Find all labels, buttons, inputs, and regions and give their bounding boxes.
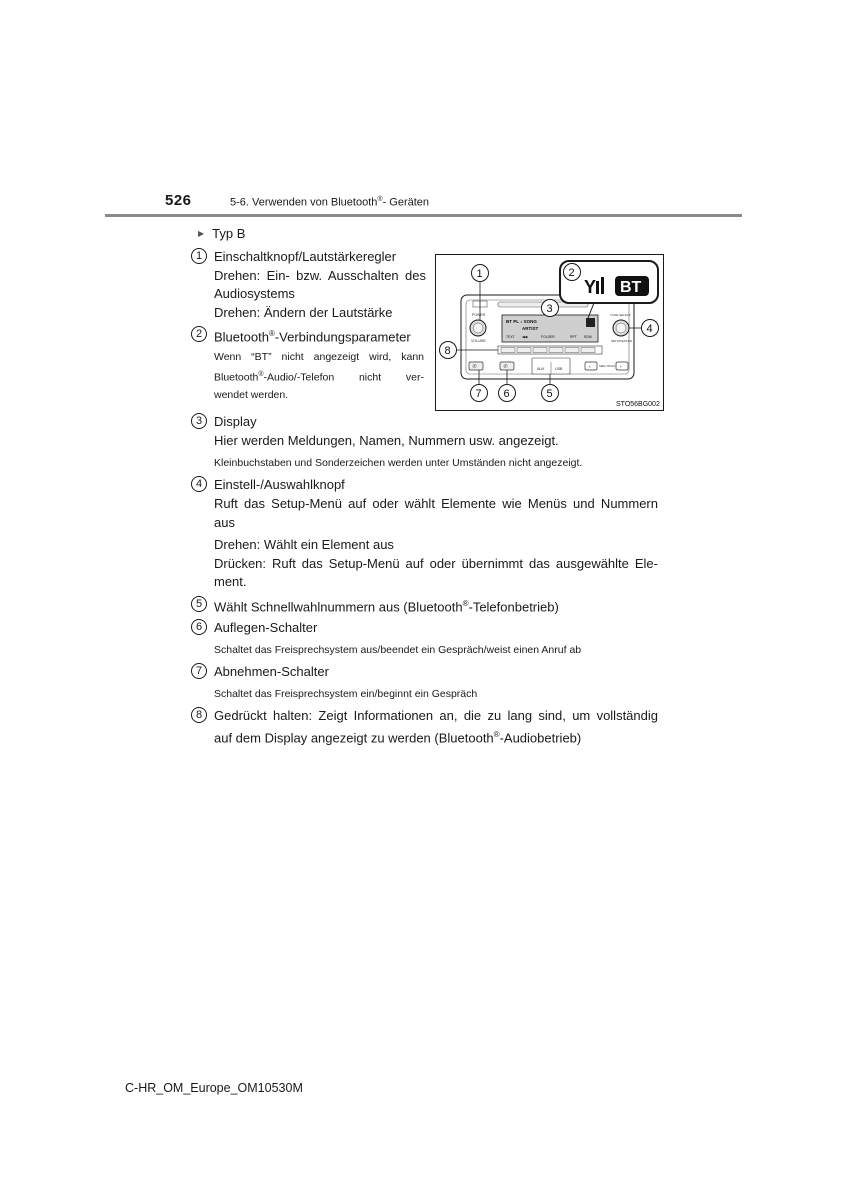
power-label: POWER bbox=[472, 313, 486, 317]
item-2-note: Wenn “BT” nicht angezeigt wird, kann Bluetooth®-Audio/-Telefon nicht ver- wendet werden. bbox=[214, 351, 424, 401]
item-number-8: 8 bbox=[191, 707, 207, 723]
preset-button bbox=[581, 348, 595, 353]
header-rule bbox=[105, 214, 742, 217]
display-button-label: RDM bbox=[584, 335, 592, 339]
bt-icon-label: BT bbox=[620, 279, 642, 296]
tune-select-label: TUNE·SELECT bbox=[610, 313, 631, 317]
item-6-title: Auflegen-Schalter bbox=[214, 620, 318, 635]
callout-7: 7 bbox=[475, 388, 482, 400]
item-number-2: 2 bbox=[191, 326, 207, 342]
display-button-label: FOLDER bbox=[541, 335, 555, 339]
type-heading: ▶ Typ B bbox=[198, 226, 246, 241]
item-number-3: 3 bbox=[191, 413, 207, 429]
item-number-4: 4 bbox=[191, 476, 207, 492]
callout-1: 1 bbox=[476, 268, 483, 280]
display-bt-indicator bbox=[586, 318, 595, 327]
item-4-title: Einstell-/Auswahlknopf bbox=[214, 477, 345, 492]
display-line-2: ARTIST bbox=[522, 326, 539, 331]
figure-code: STO56BG002 bbox=[616, 401, 660, 408]
item-2-title: Bluetooth®-Verbindungsparameter bbox=[214, 329, 411, 345]
radio-diagram bbox=[435, 254, 664, 411]
item-7-title: Abnehmen-Schalter bbox=[214, 664, 329, 679]
item-number-5: 5 bbox=[191, 596, 207, 612]
aux-label: AUX bbox=[537, 367, 545, 371]
volume-label: VOLUME bbox=[471, 339, 486, 343]
item-4-text: Ruft das Setup-Menü auf oder wählt Elemente wie Menüs und Nummern aus bbox=[214, 496, 658, 530]
svg-text:‹: ‹ bbox=[589, 364, 591, 370]
item-6-note: Schaltet das Freisprechsystem aus/beendet ein Gespräch/weist einen Anruf ab bbox=[214, 644, 582, 656]
item-3-note: Kleinbuchstaben und Sonderzeichen werden unter Umständen nicht angezeigt. bbox=[214, 457, 583, 469]
callout-4: 4 bbox=[646, 323, 653, 335]
item-1-text: Einschaltknopf/Lautstärkeregler Drehen: Ein- bzw. Ausschalten des Audiosystems Drehen: Ändern der Lautstärke bbox=[214, 249, 426, 320]
preset-button bbox=[501, 348, 515, 353]
usb-label: USB bbox=[555, 367, 563, 371]
item-number-6: 6 bbox=[191, 619, 207, 635]
setup-enter-label: SETUP/ENTER bbox=[611, 339, 633, 343]
callout-6: 6 bbox=[503, 388, 510, 400]
item-5-text: Wählt Schnellwahlnummern aus (Bluetooth®-Telefonbetrieb) bbox=[214, 599, 559, 615]
preset-button bbox=[517, 348, 531, 353]
section-title: 5-6. Verwenden von Bluetooth®- Geräten bbox=[230, 196, 430, 209]
item-number-7: 7 bbox=[191, 663, 207, 679]
footer-code: C-HR_OM_Europe_OM10530M bbox=[125, 1081, 303, 1095]
preset-button bbox=[549, 348, 563, 353]
display-button-label: ◀◀ bbox=[522, 335, 528, 339]
display-button-label: RPT bbox=[570, 335, 577, 339]
page-header bbox=[0, 188, 848, 228]
svg-text:Y: Y bbox=[584, 277, 597, 297]
callout-3: 3 bbox=[546, 303, 553, 315]
display-button-label: TEXT bbox=[506, 335, 515, 339]
item-4-text-2: Drehen: Wählt ein Element aus Drücken: Ruft das Setup-Menü auf oder übernimmt das ausgewählte Ele- ment. bbox=[214, 537, 658, 590]
signal-bars-icon bbox=[584, 277, 604, 297]
callout-8: 8 bbox=[444, 345, 451, 357]
seek-track-label: SEEK TRACK bbox=[599, 365, 616, 368]
page-number: 526 bbox=[165, 192, 192, 209]
callout-2: 2 bbox=[568, 267, 575, 279]
seek-up-button bbox=[616, 362, 628, 370]
svg-text:✆: ✆ bbox=[472, 364, 477, 370]
triangle-bullet-icon: ▶ bbox=[198, 229, 205, 238]
svg-text:›: › bbox=[620, 364, 622, 370]
callout-5: 5 bbox=[546, 388, 553, 400]
item-number-1: 1 bbox=[191, 248, 207, 264]
preset-button bbox=[533, 348, 547, 353]
seek-down-button bbox=[585, 362, 597, 370]
item-7-note: Schaltet das Freisprechsystem ein/beginnt ein Gespräch bbox=[214, 688, 478, 700]
item-3-title: Display bbox=[214, 414, 257, 429]
svg-text:✆: ✆ bbox=[503, 364, 508, 370]
display-line-1: BT PL ♪ SONG bbox=[506, 319, 537, 324]
item-3-text: Hier werden Meldungen, Namen, Nummern usw. angezeigt. bbox=[214, 433, 559, 448]
item-8-text: Gedrückt halten: Zeigt Informationen an, die zu lang sind, um vollständig auf dem Display angezeigt zu werden (Bluetooth®-Audiobetrieb) bbox=[214, 708, 658, 745]
preset-button bbox=[565, 348, 579, 353]
